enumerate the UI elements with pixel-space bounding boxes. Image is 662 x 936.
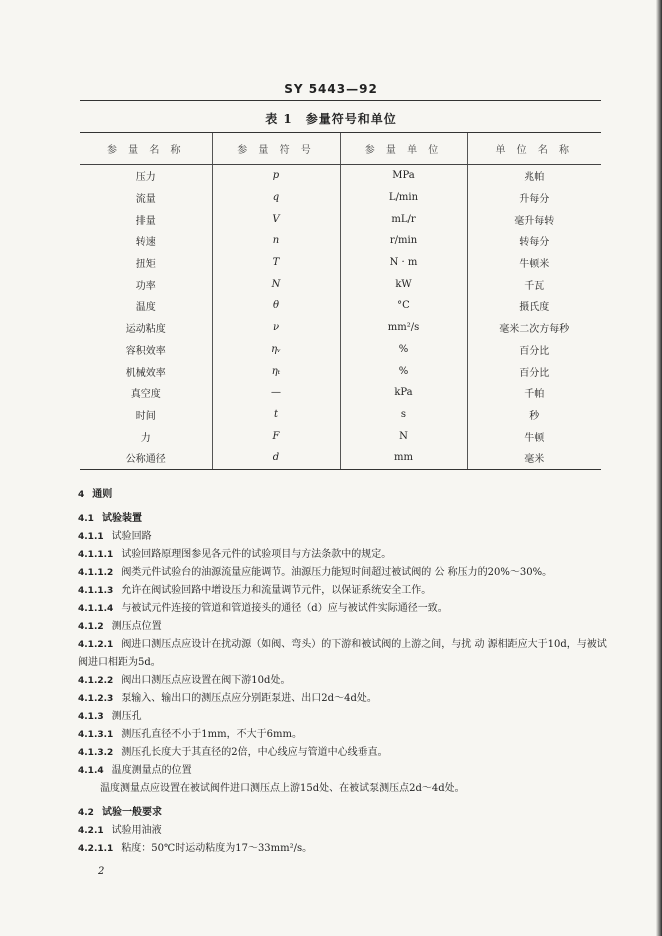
section-heading [78,510,608,528]
param-name: 运动粘度 [125,324,166,336]
param-symbol: q [212,187,340,209]
param-unit: mm [340,447,467,469]
clause-number: 4.1.3.2 [78,748,114,758]
param-name: 时间 [135,410,156,422]
param-unit: MPa [340,165,467,187]
section-title: 试验一般要求 [101,807,162,818]
clause-text: 测压孔直径不小于1mm，不大于6mm。 [121,729,302,740]
unit-name: 兆帕 [467,165,601,187]
param-unit: mL/r [340,208,467,230]
unit-name: 千瓦 [467,273,601,295]
section-number: 4.1.3 [78,712,104,722]
parameter-table [80,132,601,470]
clause [78,564,608,582]
table-row [80,360,601,382]
param-name: 转速 [135,237,156,249]
clause [78,600,608,618]
clause-number: 4.1.2.1 [78,640,114,650]
param-symbol: T [212,252,340,274]
clause-text: 允许在阀试验回路中增设压力和流量调节元件，以保证系统安全工作。 [121,585,432,596]
section-title: 通则 [92,489,113,500]
clause-text: 试验回路原理图参见各元件的试验项目与方法条款中的规定。 [121,549,392,560]
param-unit: % [340,360,467,382]
section-title: 测压点位置 [111,621,162,632]
page-number: 2 [98,866,105,877]
standard-code: SY 5443—92 [284,82,378,96]
unit-name: 千帕 [467,382,601,404]
subsection-heading [78,762,608,780]
table-row [80,208,601,230]
clause [78,690,608,708]
unit-name: 毫升每转 [467,208,601,230]
clause-text: 温度测量点应设置在被试阀件进口测压点上游15d处、在被试泵测压点2d～4d处。 [100,783,465,794]
param-name: 扭矩 [135,259,156,271]
table-row [80,165,601,187]
clause-text: 泵输入、输出口的测压点应分别距泵进、出口2d～4d处。 [121,693,377,704]
param-name: 温度 [135,302,156,314]
unit-name: 升每分 [467,187,601,209]
param-symbol: n [212,230,340,252]
param-name: 流量 [135,194,156,206]
param-symbol: d [212,447,340,469]
param-unit: % [340,339,467,361]
unit-name: 牛顿米 [467,252,601,274]
param-symbol: p [212,165,340,187]
section-title: 试验装置 [101,513,142,524]
param-symbol: θ [212,295,340,317]
clause [78,840,608,858]
section-number: 4.1.4 [78,766,104,776]
clause-number: 4.2.1.1 [78,844,114,854]
table-row [80,273,601,295]
param-symbol: ηₜ [212,360,340,382]
clause-text: 粘度：50℃时运动粘度为17～33mm²/s。 [121,843,313,854]
section-number: 4.1.1 [78,532,104,542]
unit-name: 百分比 [467,339,601,361]
section-number: 4.1.2 [78,622,104,632]
subsection-heading [78,618,608,636]
param-unit: kW [340,273,467,295]
clause [78,726,608,744]
param-name: 排量 [135,215,156,227]
param-name: 真空度 [130,389,161,401]
subsection-heading [78,708,608,726]
unit-name: 毫米 [467,447,601,469]
table-title: 表 1 参量符号和单位 [265,112,397,126]
param-name: 压力 [135,172,156,184]
clause-text: 测压孔长度大于其直径的2倍，中心线应与管道中心线垂直。 [121,747,388,758]
subsection-heading [78,528,608,546]
table-row [80,447,601,469]
param-symbol: t [212,404,340,426]
clause [78,546,608,564]
table-row [80,252,601,274]
clause-number: 4.1.2.2 [78,676,114,686]
subsection-heading [78,822,608,840]
table-row [80,317,601,339]
param-unit: s [340,404,467,426]
clause [78,636,608,672]
table-row [80,339,601,361]
clause [78,672,608,690]
param-symbol: N [212,273,340,295]
clause-text: 阀出口测压点应设置在阀下游10d处。 [121,675,291,686]
section-title: 试验用油液 [111,825,162,836]
param-name: 容积效率 [125,345,166,357]
param-symbol: F [212,425,340,447]
table-header-row [80,133,601,165]
section-number: 4 [78,490,85,500]
param-unit: N · m [340,252,467,274]
unit-name: 牛顿 [467,425,601,447]
clause [78,744,608,762]
param-unit: kPa [340,382,467,404]
unit-name: 百分比 [467,360,601,382]
clause-number: 4.1.3.1 [78,730,114,740]
table-row [80,295,601,317]
clause-number: 4.1.1.3 [78,586,114,596]
param-symbol: ν [212,317,340,339]
param-name: 公称通径 [80,447,212,469]
param-unit: L/min [340,187,467,209]
column-header: 参 量 名 称 [80,133,212,165]
header-rule [80,100,601,101]
clause-text: 与被试元件连接的管道和管道接头的通径（d）应与被试件实际通径一致。 [121,603,448,614]
section-title: 测压孔 [111,711,142,722]
scan-edge [656,0,662,936]
table-row [80,404,601,426]
unit-name: 秒 [467,404,601,426]
column-header: 参 量 单 位 [340,133,467,165]
column-header: 单 位 名 称 [467,133,601,165]
clause-number: 4.1.2.3 [78,694,114,704]
section-title: 试验回路 [111,531,152,542]
column-header: 参 量 符 号 [212,133,340,165]
section-number: 4.1 [78,514,94,524]
clause-number: 4.1.1.2 [78,568,114,578]
param-unit: mm²/s [340,317,467,339]
param-unit: °C [340,295,467,317]
section-number: 4.2.1 [78,826,104,836]
param-name: 功率 [135,280,156,292]
table-row [80,382,601,404]
param-name: 机械效率 [125,367,166,379]
param-unit: N [340,425,467,447]
table-row [80,187,601,209]
param-unit: r/min [340,230,467,252]
table-row [80,425,601,447]
param-name: 力 [140,432,151,444]
clause-text: 阀进口测压点应设计在扰动源（如阀、弯头）的下游和被试阀的上游之间，与扰 动 源相距应大于10d，与被试阀进口相距为5d。 [78,639,607,668]
section-heading [78,486,608,504]
clause-number: 4.1.1.1 [78,550,114,560]
unit-name: 转每分 [467,230,601,252]
clause [78,582,608,600]
param-symbol: — [212,382,340,404]
param-symbol: ηᵥ [212,339,340,361]
unit-name: 毫米二次方每秒 [467,317,601,339]
table-row [80,230,601,252]
param-symbol: V [212,208,340,230]
clause-text: 阀类元件试验台的油源流量应能调节。油源压力能短时间超过被试阀的 公 称压力的20%～30%。 [121,567,553,578]
unit-name: 摄氏度 [467,295,601,317]
section-title: 温度测量点的位置 [111,765,192,776]
section-heading [78,804,608,822]
section-number: 4.2 [78,808,94,818]
document-body [78,486,608,858]
clause-number: 4.1.1.4 [78,604,114,614]
